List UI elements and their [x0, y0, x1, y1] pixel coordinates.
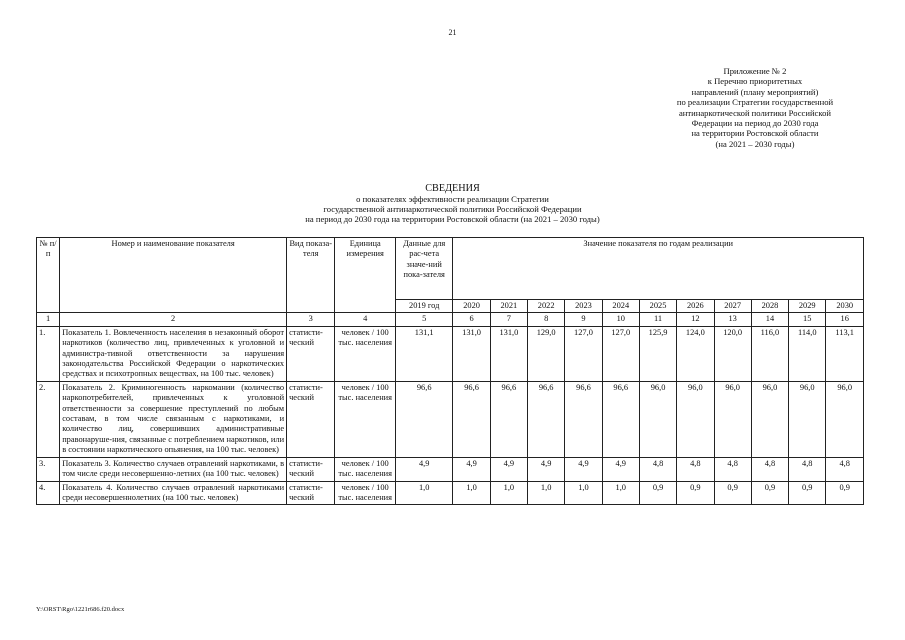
year-value: 114,0	[789, 326, 826, 381]
year-value: 0,9	[751, 481, 788, 505]
header-kind: Вид показа-теля	[287, 238, 335, 313]
column-number: 13	[714, 313, 751, 326]
row-number: 1.	[37, 326, 60, 381]
header-year: 2023	[565, 300, 602, 313]
column-number: 16	[826, 313, 864, 326]
year-value: 125,9	[639, 326, 676, 381]
appendix-line: по реализации Стратегии государственной	[676, 97, 834, 108]
year-value: 96,6	[490, 381, 527, 457]
header-year: 2030	[826, 300, 864, 313]
column-number: 4	[335, 313, 396, 326]
column-number: 11	[639, 313, 676, 326]
year-value: 0,9	[639, 481, 676, 505]
header-year: 2021	[490, 300, 527, 313]
header-name: Номер и наименование показателя	[60, 238, 287, 313]
column-number: 7	[490, 313, 527, 326]
header-values: Значение показателя по годам реализации	[453, 238, 864, 300]
year-value: 4,9	[565, 457, 602, 481]
year-value: 4,9	[490, 457, 527, 481]
subtitle-line: о показателях эффективности реализации Стратегии	[356, 194, 549, 204]
column-number: 3	[287, 313, 335, 326]
row-number: 3.	[37, 457, 60, 481]
year-value: 96,0	[639, 381, 676, 457]
year-value: 1,0	[490, 481, 527, 505]
year-value: 0,9	[789, 481, 826, 505]
indicator-kind: статисти-ческий	[287, 381, 335, 457]
column-number: 12	[677, 313, 714, 326]
year-value: 1,0	[565, 481, 602, 505]
year-value: 1,0	[528, 481, 565, 505]
year-value: 1,0	[602, 481, 639, 505]
column-numbers-row	[37, 313, 864, 326]
year-value: 127,0	[565, 326, 602, 381]
indicator-unit: человек / 100 тыс. населения	[335, 326, 396, 381]
year-value: 96,0	[826, 381, 864, 457]
header-base-year: 2019 год	[395, 300, 452, 313]
year-value: 96,0	[714, 381, 751, 457]
indicator-kind: статисти-ческий	[287, 457, 335, 481]
base-value: 1,0	[395, 481, 452, 505]
year-value: 113,1	[826, 326, 864, 381]
header-year: 2022	[528, 300, 565, 313]
year-value: 127,0	[602, 326, 639, 381]
appendix-line: (на 2021 – 2030 годы)	[715, 138, 795, 149]
appendix-line: Приложение № 2	[723, 66, 787, 76]
column-number: 10	[602, 313, 639, 326]
year-value: 4,8	[639, 457, 676, 481]
subtitle-line: государственной антинаркотической политики Российской Федерации	[323, 204, 582, 214]
year-value: 96,0	[789, 381, 826, 457]
indicators-table	[36, 237, 864, 505]
year-value: 4,8	[789, 457, 826, 481]
appendix-line: на территории Ростовской области	[691, 128, 819, 139]
year-value: 131,0	[453, 326, 490, 381]
year-value: 0,9	[826, 481, 864, 505]
header-unit: Единица измерения	[335, 238, 396, 313]
appendix-line: направлений (плану мероприятий)	[691, 86, 819, 97]
year-value: 4,8	[677, 457, 714, 481]
indicator-name: Показатель 1. Вовлеченность населения в незаконный оборот наркотиков (количество лиц, привлеченных к уголовной и администра-тивной ответственности за нарушения законодательства Российской Федерации о наркотических средствах и психотропных веществах, на 100 тыс. человек)	[60, 326, 287, 381]
table-row	[37, 326, 864, 381]
header-year: 2024	[602, 300, 639, 313]
file-path-footer: Y:\ORST\Rgo\1221r686.f20.docx	[36, 606, 125, 613]
year-value: 116,0	[751, 326, 788, 381]
indicator-unit: человек / 100 тыс. населения	[335, 481, 396, 505]
column-number: 1	[37, 313, 60, 326]
column-number: 8	[528, 313, 565, 326]
year-value: 96,6	[565, 381, 602, 457]
column-number: 6	[453, 313, 490, 326]
document-title: СВЕДЕНИЯ	[425, 183, 480, 194]
column-number: 2	[60, 313, 287, 326]
year-value: 0,9	[677, 481, 714, 505]
table-row	[37, 457, 864, 481]
header-base: Данные для рас-чета значе-ний пока-зателя	[395, 238, 452, 300]
appendix-header	[640, 66, 870, 149]
year-value: 96,6	[602, 381, 639, 457]
page-number: 21	[448, 28, 457, 37]
appendix-line: к Перечню приоритетных	[707, 76, 803, 87]
table-row	[37, 381, 864, 457]
header-year: 2020	[453, 300, 490, 313]
base-value: 131,1	[395, 326, 452, 381]
year-value: 4,9	[528, 457, 565, 481]
header-year: 2028	[751, 300, 788, 313]
header-year: 2026	[677, 300, 714, 313]
indicator-name: Показатель 4. Количество случаев отравлений наркотиками среди несовершеннолетних (на 100 тыс. человек)	[60, 481, 287, 505]
year-value: 0,9	[714, 481, 751, 505]
year-value: 96,0	[751, 381, 788, 457]
row-number: 2.	[37, 381, 60, 457]
year-value: 129,0	[528, 326, 565, 381]
year-value: 4,9	[602, 457, 639, 481]
year-value: 131,0	[490, 326, 527, 381]
indicator-unit: человек / 100 тыс. населения	[335, 457, 396, 481]
year-value: 120,0	[714, 326, 751, 381]
document-subtitle	[180, 194, 725, 224]
year-value: 4,9	[453, 457, 490, 481]
year-value: 4,8	[714, 457, 751, 481]
year-value: 4,8	[751, 457, 788, 481]
column-number: 15	[789, 313, 826, 326]
indicator-name: Показатель 2. Криминогенность наркомании (количество наркопотребителей, привлеченных к уголовной ответственности за совершение преступлений по любым составам, в том числе связанным с наркотиками, и количество лиц, совершивших административные правонаруше-ния, связанные с потреблением наркотиков, или в состоянии наркотического опьянения, на 100 тыс. человек)	[60, 381, 287, 457]
base-value: 96,6	[395, 381, 452, 457]
header-num: № п/п	[37, 238, 60, 313]
year-value: 96,6	[453, 381, 490, 457]
year-value: 96,6	[528, 381, 565, 457]
indicator-kind: статисти-ческий	[287, 326, 335, 381]
header-year: 2025	[639, 300, 676, 313]
column-number: 14	[751, 313, 788, 326]
appendix-line: антинаркотической политики Российской	[678, 107, 831, 118]
header-year: 2029	[789, 300, 826, 313]
year-value: 1,0	[453, 481, 490, 505]
base-value: 4,9	[395, 457, 452, 481]
subtitle-line: на период до 2030 года на территории Ростовской области (на 2021 – 2030 годы)	[305, 214, 600, 224]
column-number: 5	[395, 313, 452, 326]
header-year: 2027	[714, 300, 751, 313]
year-value: 4,8	[826, 457, 864, 481]
table-row	[37, 481, 864, 505]
appendix-line: Федерации на период до 2030 года	[691, 118, 819, 129]
indicator-name: Показатель 3. Количество случаев отравлений наркотиками, в том числе среди несовершенно-летних (на 100 тыс. человек)	[60, 457, 287, 481]
indicator-kind: статисти-ческий	[287, 481, 335, 505]
year-value: 124,0	[677, 326, 714, 381]
row-number: 4.	[37, 481, 60, 505]
year-value: 96,0	[677, 381, 714, 457]
indicator-unit: человек / 100 тыс. населения	[335, 381, 396, 457]
column-number: 9	[565, 313, 602, 326]
